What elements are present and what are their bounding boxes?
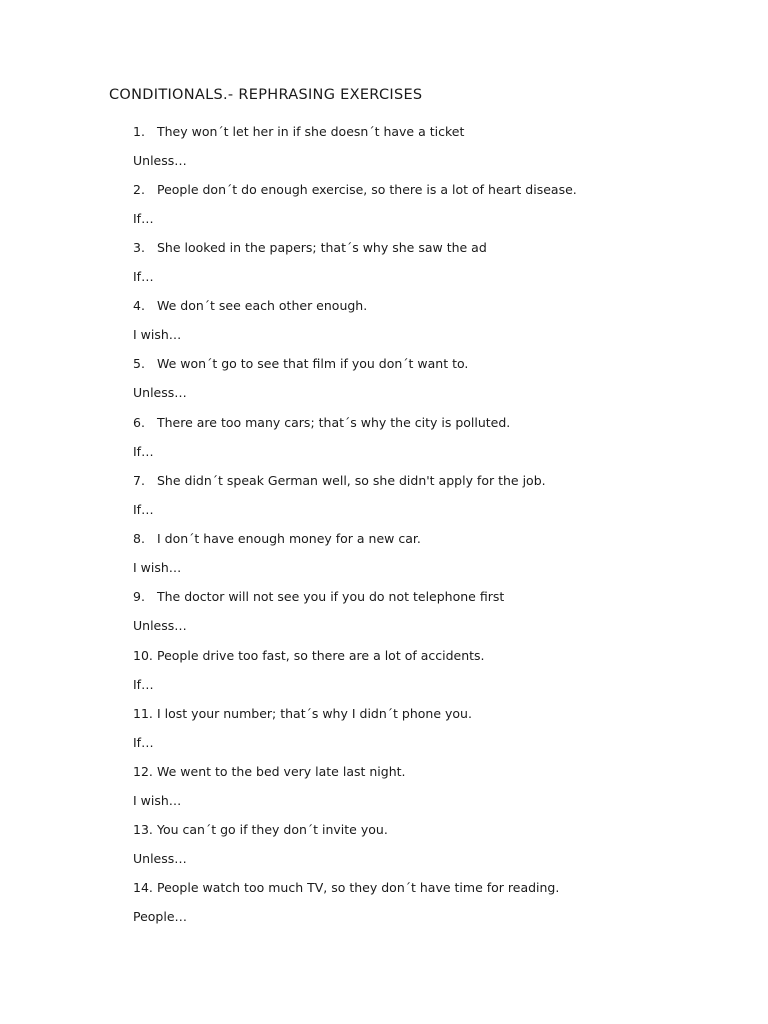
exercise-prompt [133,240,487,255]
exercise-sentence: I lost your number; that´s why I didn´t phone you. [157,706,472,721]
exercise-prompt [133,356,468,371]
exercise-sentence: There are too many cars; that´s why the city is polluted. [157,415,511,430]
exercise-sentence: The doctor will not see you if you do not telephone first [157,589,505,604]
exercise-number: 8. [133,531,145,546]
exercise-item [0,415,768,473]
exercise-prompt [133,124,464,139]
exercise-number: 11. [133,706,153,721]
exercise-prompt [133,706,472,721]
exercise-item [0,706,768,764]
exercise-prompt [133,531,421,546]
exercise-number: 1. [133,124,145,139]
exercise-item [0,356,768,414]
exercise-item [0,589,768,647]
answer-starter: If… [133,269,154,284]
answer-starter: If… [133,677,154,692]
answer-starter: If… [133,444,154,459]
answer-starter: If… [133,502,154,517]
exercise-number: 13. [133,822,153,837]
exercise-sentence: People don´t do enough exercise, so there is a lot of heart disease. [157,182,577,197]
exercise-item [0,764,768,822]
page-title: CONDITIONALS.- REPHRASING EXERCISES [109,87,423,103]
exercise-sentence: People drive too fast, so there are a lot of accidents. [157,648,485,663]
exercise-number: 3. [133,240,145,255]
exercise-number: 4. [133,298,145,313]
exercise-item [0,473,768,531]
exercise-prompt [133,473,546,488]
exercise-sentence: She didn´t speak German well, so she didn't apply for the job. [157,473,546,488]
exercise-item [0,648,768,706]
exercise-sentence: She looked in the papers; that´s why she saw the ad [157,240,487,255]
answer-starter: I wish… [133,327,182,342]
exercise-prompt [133,880,559,895]
exercise-prompt [133,764,406,779]
exercise-prompt [133,648,485,663]
exercise-number: 12. [133,764,153,779]
exercise-sentence: We went to the bed very late last night. [157,764,406,779]
exercise-prompt [133,822,388,837]
answer-starter: Unless… [133,618,187,633]
exercise-sentence: People watch too much TV, so they don´t have time for reading. [157,880,560,895]
exercise-item [0,822,768,880]
answer-starter: I wish… [133,560,182,575]
answer-starter: If… [133,735,154,750]
exercise-prompt [133,415,510,430]
answer-starter: If… [133,211,154,226]
exercise-prompt [133,298,367,313]
exercise-number: 2. [133,182,145,197]
exercise-item [0,240,768,298]
exercise-item [0,298,768,356]
exercise-sentence: You can´t go if they don´t invite you. [157,822,388,837]
exercise-sentence: We won´t go to see that film if you don´t want to. [157,356,469,371]
exercise-item [0,531,768,589]
exercise-number: 7. [133,473,145,488]
exercise-sentence: I don´t have enough money for a new car. [157,531,421,546]
exercise-number: 10. [133,648,153,663]
exercise-prompt [133,589,504,604]
exercise-prompt [133,182,577,197]
answer-starter: Unless… [133,385,187,400]
exercise-number: 5. [133,356,145,371]
answer-starter: Unless… [133,153,187,168]
exercise-item [0,124,768,182]
answer-starter: I wish… [133,793,182,808]
answer-starter: Unless… [133,851,187,866]
exercise-number: 9. [133,589,145,604]
exercise-item [0,182,768,240]
exercise-item [0,880,768,938]
exercise-sentence: We don´t see each other enough. [157,298,368,313]
exercise-number: 14. [133,880,153,895]
exercise-number: 6. [133,415,145,430]
exercise-sentence: They won´t let her in if she doesn´t have a ticket [157,124,465,139]
answer-starter: People… [133,909,188,924]
